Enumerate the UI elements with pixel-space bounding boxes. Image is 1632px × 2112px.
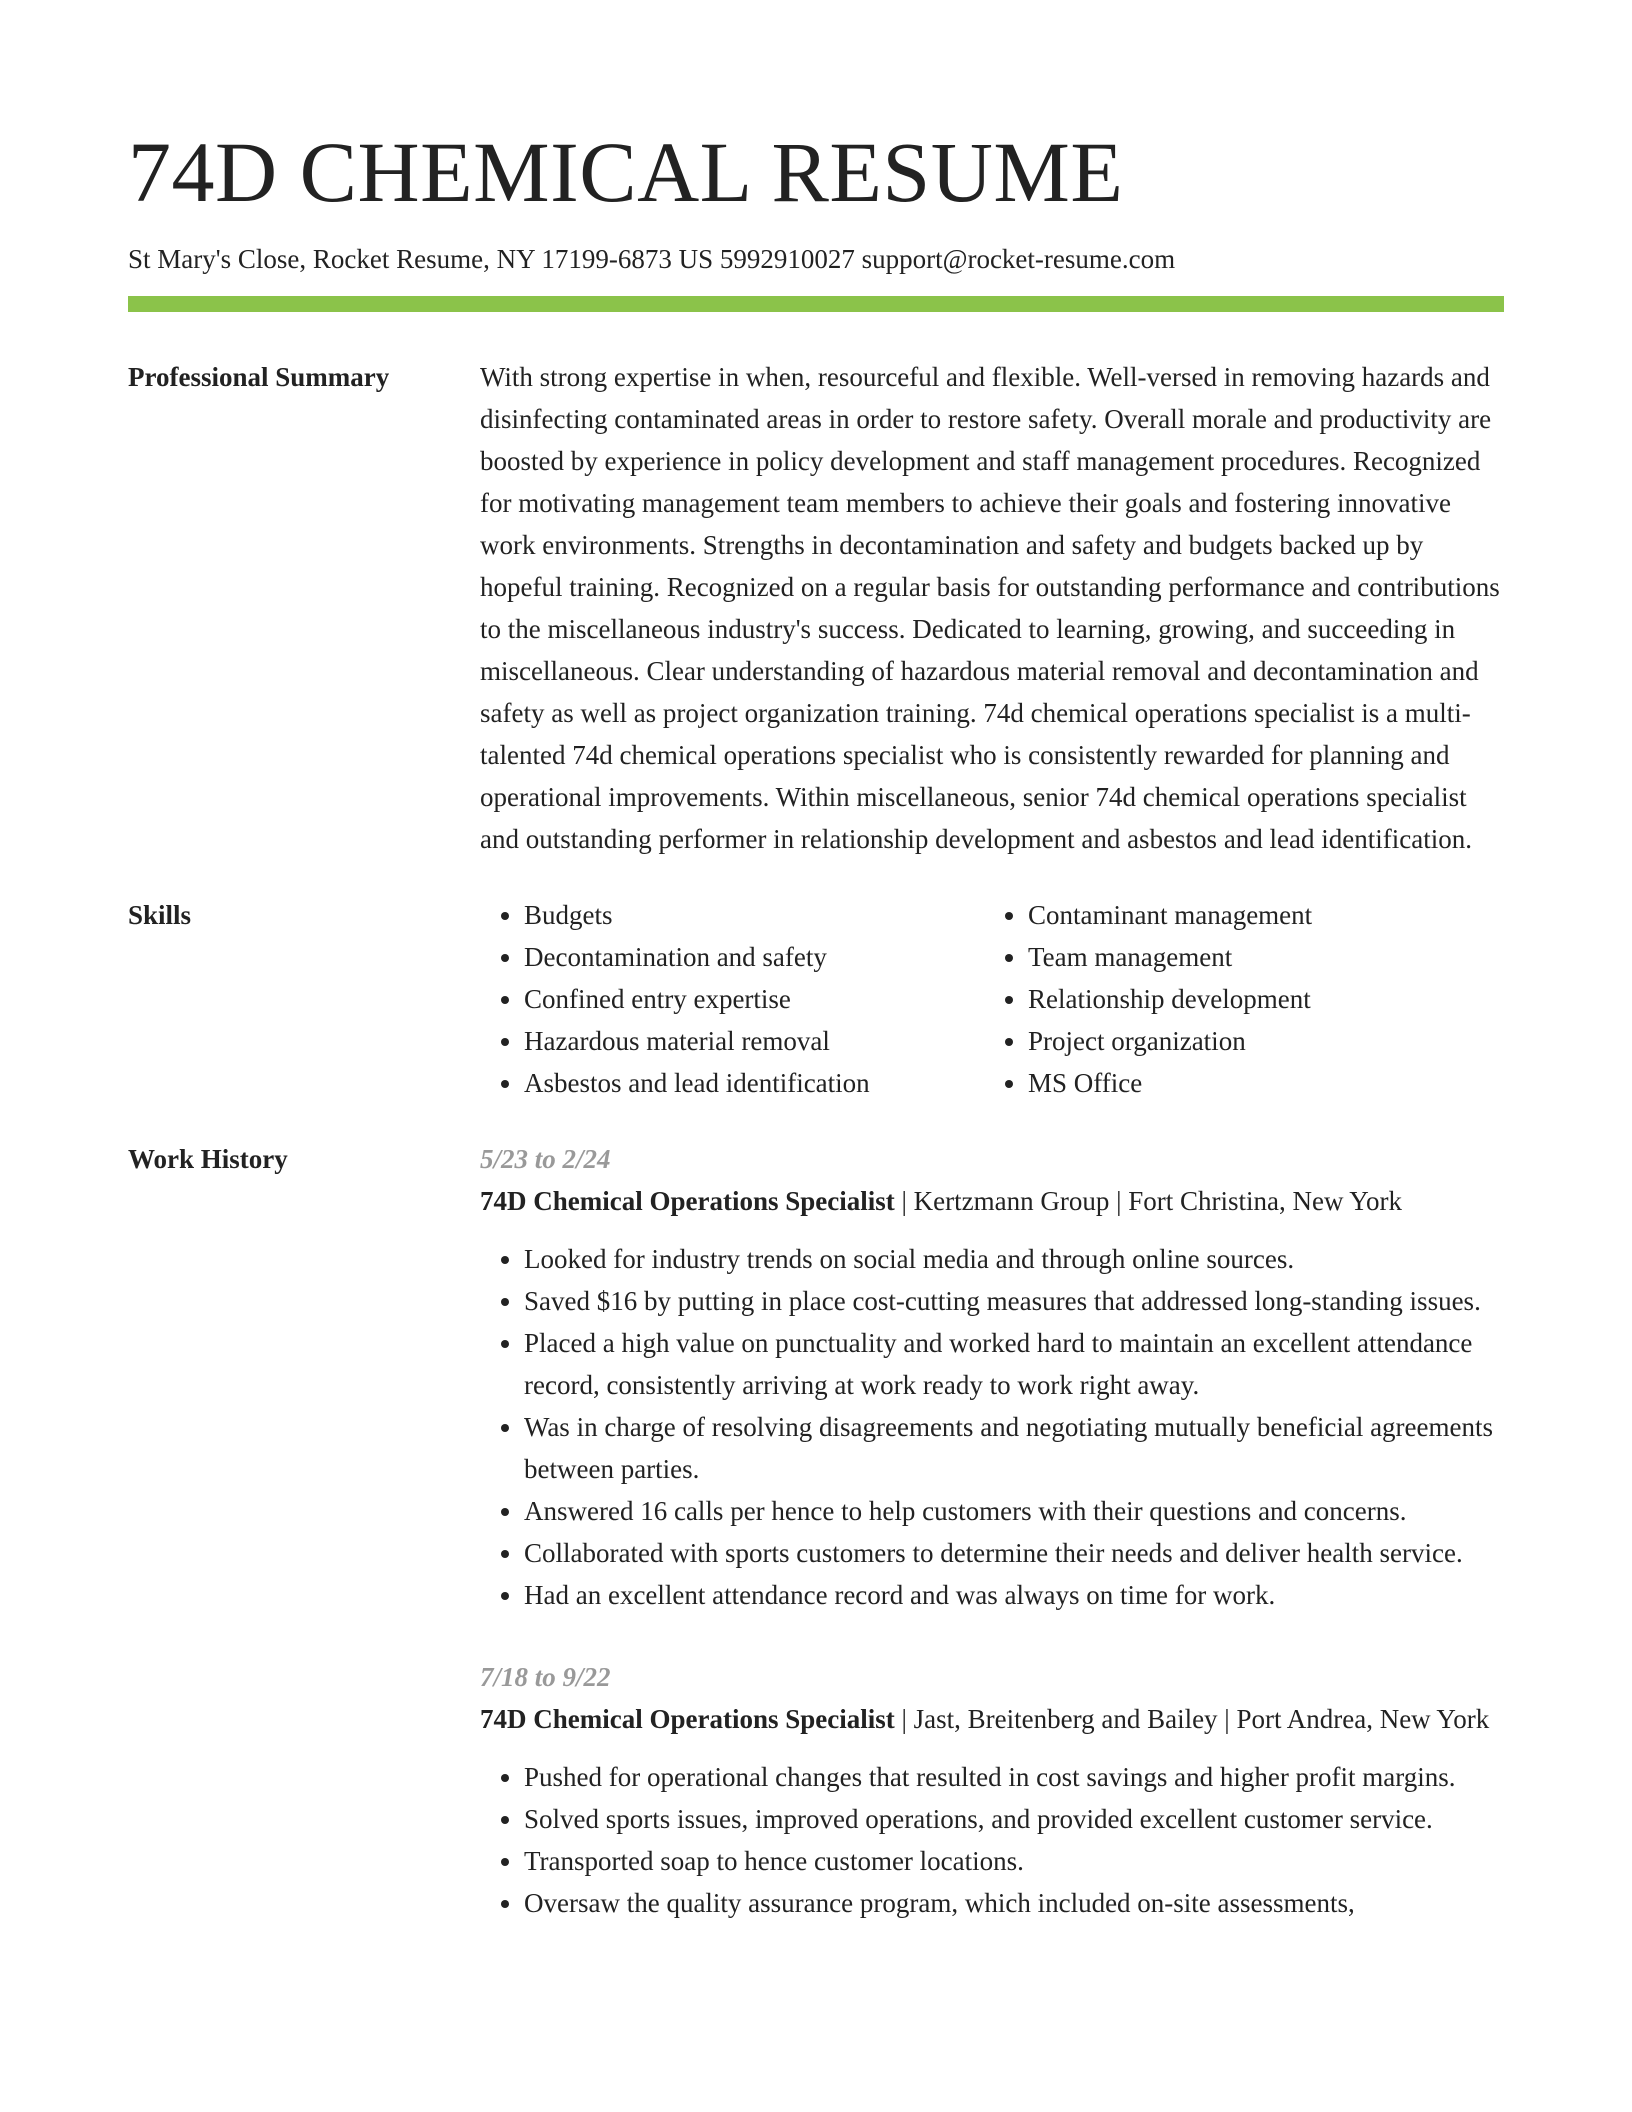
accent-divider [128, 296, 1504, 312]
skills-body [480, 894, 1504, 1104]
job-bullet: • Had an excellent attendance record and was always on time for work. [524, 1574, 1504, 1616]
job-bullet: • Collaborated with sports customers to determine their needs and deliver health service. [524, 1532, 1504, 1574]
professional-summary-section [128, 356, 1504, 860]
job-title: 74D Chemical Operations Specialist [480, 1186, 895, 1216]
job-dates: 7/18 to 9/22 [480, 1662, 611, 1692]
job-bullet: • Looked for industry trends on social media and through online sources. [524, 1238, 1504, 1280]
summary-body [480, 356, 1504, 860]
skill-item: • Contaminant management [1028, 894, 1488, 936]
skill-item: • Team management [1028, 936, 1488, 978]
job-entry [480, 1138, 1504, 1616]
summary-text: With strong expertise in when, resourceful and flexible. Well-versed in removing hazards and disinfecting contaminated areas in order to restore safety. Overall morale and productivity are boosted by experience in policy development and staff management procedures. Recognized for motivating management team members to achieve their goals and fostering innovative work environments. Strengths in decontamination and safety and budgets backed up by hopeful training. Recognized on a regular basis for outstanding performance and contributions to the miscellaneous industry's success. Dedicated to learning, growing, and succeeding in miscellaneous. Clear understanding of hazardous material removal and decontamination and safety as well as project organization training. 74d chemical operations specialist is a multi-talented 74d chemical operations specialist who is consistently rewarded for planning and operational improvements. Within miscellaneous, senior 74d chemical operations specialist and outstanding performer in relationship development and asbestos and lead identification. [480, 362, 1500, 854]
skill-item: • Hazardous material removal [524, 1020, 984, 1062]
job-bullet: • Solved sports issues, improved operations, and provided excellent customer service. [524, 1798, 1504, 1840]
work-history-section [128, 1138, 1504, 1964]
skills-list-left [480, 894, 984, 1104]
skills-section [128, 894, 1504, 1104]
job-heading [480, 1180, 1504, 1222]
skill-item: • Project organization [1028, 1020, 1488, 1062]
job-bullet: • Saved $16 by putting in place cost-cutting measures that addressed long-standing issues. [524, 1280, 1504, 1322]
resume-page [128, 124, 1504, 1964]
job-bullet: • Answered 16 calls per hence to help customers with their questions and concerns. [524, 1490, 1504, 1532]
skill-item: • Relationship development [1028, 978, 1488, 1020]
skills-list-right [984, 894, 1488, 1104]
job-bullets [480, 1756, 1504, 1924]
job-bullet: • Oversaw the quality assurance program, which included on-site assessments, [524, 1882, 1504, 1924]
skill-item: • Confined entry expertise [524, 978, 984, 1020]
job-bullets [480, 1238, 1504, 1616]
contact-line: St Mary's Close, Rocket Resume, NY 17199-6873 US 5992910027 support@rocket-resume.com [128, 244, 1176, 274]
job-dates: 5/23 to 2/24 [480, 1144, 611, 1174]
job-bullet: • Pushed for operational changes that resulted in cost savings and higher profit margins. [524, 1756, 1504, 1798]
section-label-skills: Skills [128, 900, 192, 930]
job-employer-location: | Jast, Breitenberg and Bailey | Port Andrea, New York [894, 1704, 1490, 1734]
job-bullet: • Was in charge of resolving disagreements and negotiating mutually beneficial agreements between parties. [524, 1406, 1504, 1490]
section-label-work-history: Work History [128, 1144, 288, 1174]
skill-item: • Asbestos and lead identification [524, 1062, 984, 1104]
job-title: 74D Chemical Operations Specialist [480, 1704, 895, 1734]
job-entry [480, 1656, 1504, 1924]
skill-item: • Budgets [524, 894, 984, 936]
job-bullet: • Placed a high value on punctuality and worked hard to maintain an excellent attendance record, consistently arriving at work ready to work right away. [524, 1322, 1504, 1406]
skill-item: • Decontamination and safety [524, 936, 984, 978]
job-bullet: • Transported soap to hence customer locations. [524, 1840, 1504, 1882]
job-employer-location: | Kertzmann Group | Fort Christina, New York [894, 1186, 1402, 1216]
work-history-body [480, 1138, 1504, 1964]
job-heading [480, 1698, 1504, 1740]
section-label-summary: Professional Summary [128, 362, 390, 392]
skill-item: • MS Office [1028, 1062, 1488, 1104]
resume-title: 74D CHEMICAL RESUME [128, 124, 1124, 220]
